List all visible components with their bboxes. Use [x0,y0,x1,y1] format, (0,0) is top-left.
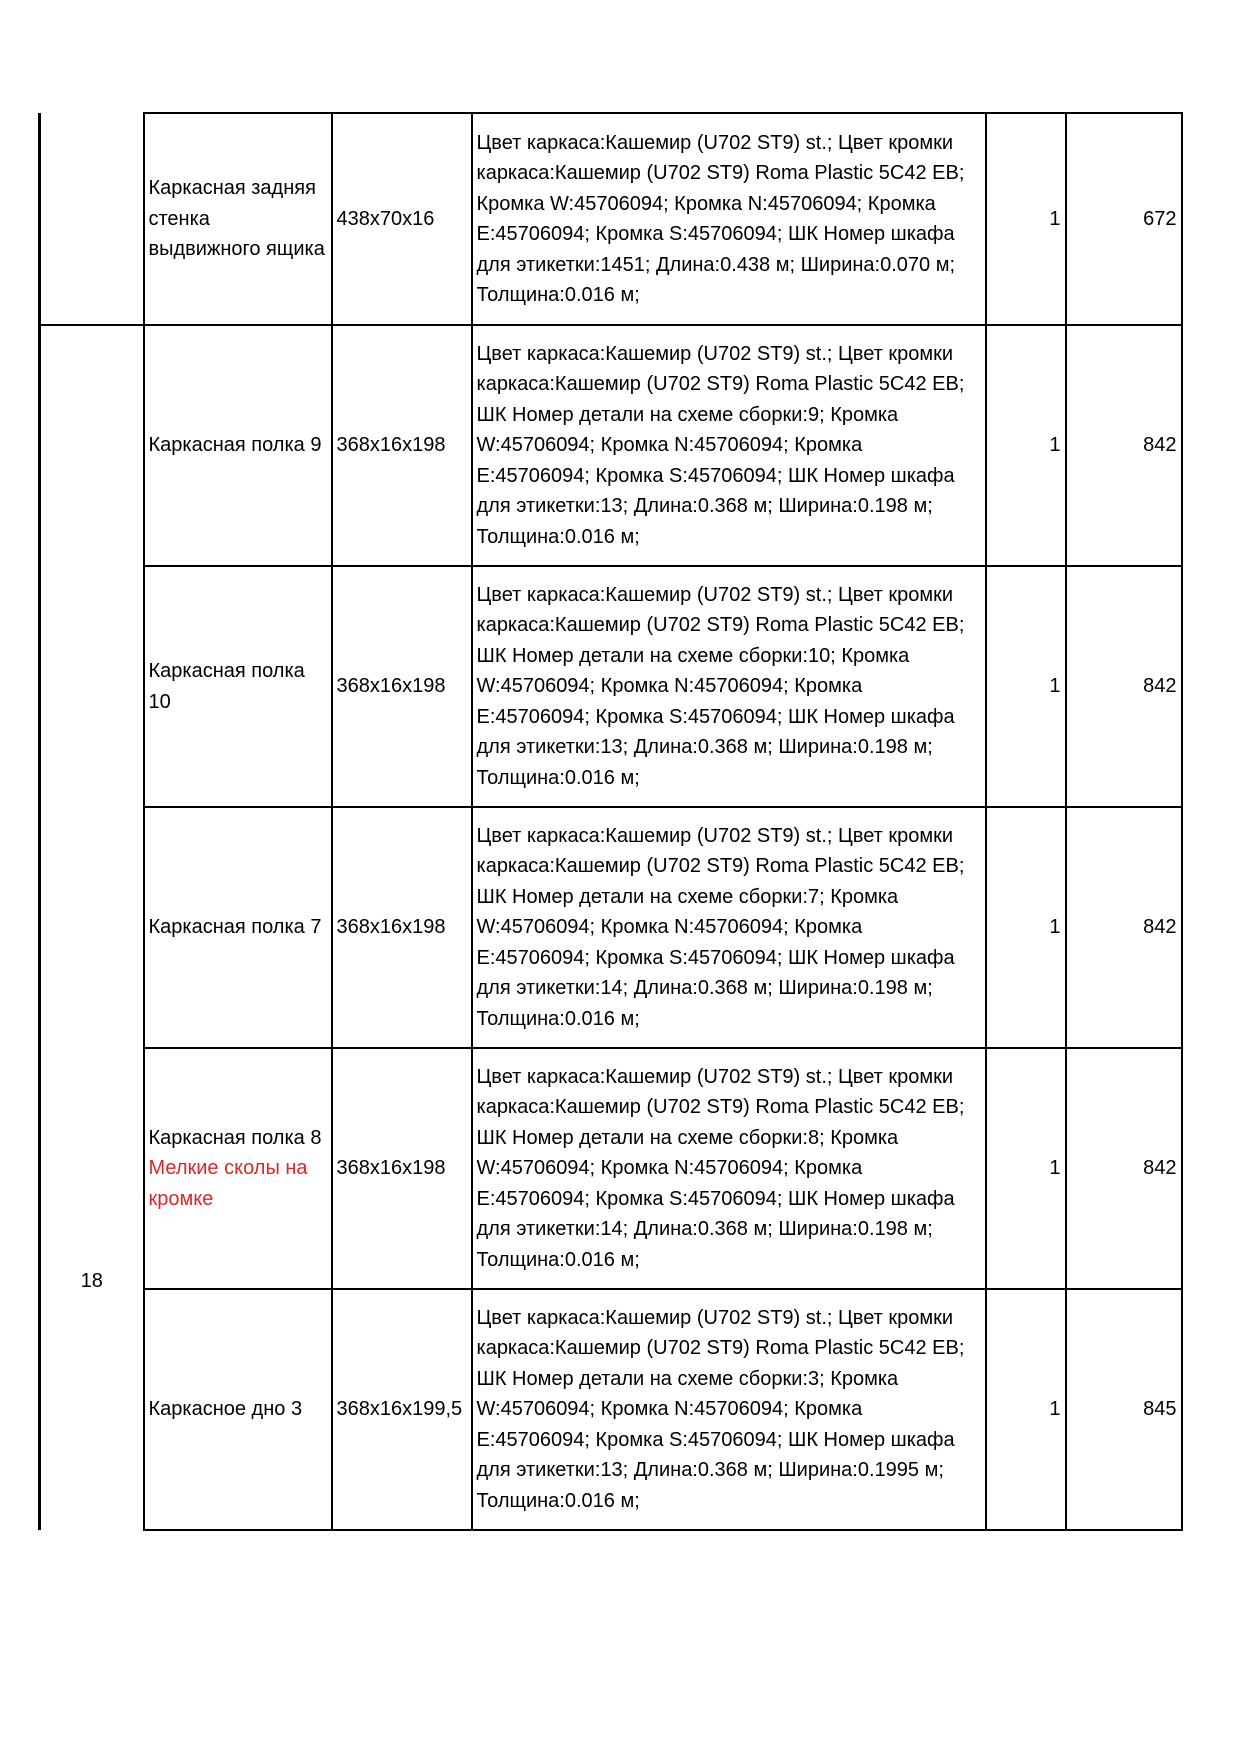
part-price: 842 [1066,807,1182,1048]
defect-note: Мелкие сколы на кромке [148,1157,308,1210]
part-description: Цвет каркаса:Кашемир (U702 ST9) st.; Цвет кромки каркаса:Кашемир (U702 ST9) Roma Plastic 5C42 EB; Кромка W:45706094; Кромка N:45706094; Кромка E:45706094; Кромка S:45706094; ШК Номер шкафа для этикетки:1451; Длина:0.438 м; Ширина:0.070 м; Толщина:0.016 м; [472,113,986,325]
part-name: Каркасная полка 8 [148,1126,322,1149]
part-size: 438x70x16 [332,113,472,325]
group-cell-empty [40,113,144,325]
part-size: 368x16x198 [332,1048,472,1289]
part-price: 842 [1066,566,1182,807]
table-row [40,113,1182,325]
part-size: 368x16x198 [332,566,472,807]
part-description: Цвет каркаса:Кашемир (U702 ST9) st.; Цвет кромки каркаса:Кашемир (U702 ST9) Roma Plastic 5C42 EB; ШК Номер детали на схеме сборки:10; Кромка W:45706094; Кромка N:45706094; Кромка E:45706094; Кромка S:45706094; ШК Номер шкафа для этикетки:13; Длина:0.368 м; Ширина:0.198 м; Толщина:0.016 м; [472,566,986,807]
part-description: Цвет каркаса:Кашемир (U702 ST9) st.; Цвет кромки каркаса:Кашемир (U702 ST9) Roma Plastic 5C42 EB; ШК Номер детали на схеме сборки:8; Кромка W:45706094; Кромка N:45706094; Кромка E:45706094; Кромка S:45706094; ШК Номер шкафа для этикетки:14; Длина:0.368 м; Ширина:0.198 м; Толщина:0.016 м; [472,1048,986,1289]
table-row [40,566,1182,807]
table-row [40,1048,1182,1289]
table-row [40,1289,1182,1530]
parts-table [38,112,1183,1531]
part-quantity: 1 [986,325,1066,566]
part-name: Каркасная полка 9 [144,325,332,566]
part-price: 842 [1066,325,1182,566]
part-description: Цвет каркаса:Кашемир (U702 ST9) st.; Цвет кромки каркаса:Кашемир (U702 ST9) Roma Plastic 5C42 EB; ШК Номер детали на схеме сборки:3; Кромка W:45706094; Кромка N:45706094; Кромка E:45706094; Кромка S:45706094; ШК Номер шкафа для этикетки:13; Длина:0.368 м; Ширина:0.1995 м; Толщина:0.016 м; [472,1289,986,1530]
part-size: 368x16x198 [332,807,472,1048]
part-price: 842 [1066,1048,1182,1289]
part-description: Цвет каркаса:Кашемир (U702 ST9) st.; Цвет кромки каркаса:Кашемир (U702 ST9) Roma Plastic 5C42 EB; ШК Номер детали на схеме сборки:9; Кромка W:45706094; Кромка N:45706094; Кромка E:45706094; Кромка S:45706094; ШК Номер шкафа для этикетки:13; Длина:0.368 м; Ширина:0.198 м; Толщина:0.016 м; [472,325,986,566]
part-name: Каркасная задняя стенка выдвижного ящика [144,113,332,325]
part-description: Цвет каркаса:Кашемир (U702 ST9) st.; Цвет кромки каркаса:Кашемир (U702 ST9) Roma Plastic 5C42 EB; ШК Номер детали на схеме сборки:7; Кромка W:45706094; Кромка N:45706094; Кромка E:45706094; Кромка S:45706094; ШК Номер шкафа для этикетки:14; Длина:0.368 м; Ширина:0.198 м; Толщина:0.016 м; [472,807,986,1048]
part-size: 368x16x199,5 [332,1289,472,1530]
table-row [40,807,1182,1048]
part-name-with-note [144,1048,332,1289]
part-quantity: 1 [986,113,1066,325]
part-size: 368x16x198 [332,325,472,566]
part-name: Каркасное дно 3 [144,1289,332,1530]
part-name: Каркасная полка 7 [144,807,332,1048]
group-number: 18 [40,325,144,1530]
part-price: 845 [1066,1289,1182,1530]
part-quantity: 1 [986,1289,1066,1530]
part-price: 672 [1066,113,1182,325]
part-quantity: 1 [986,807,1066,1048]
part-name: Каркасная полка 10 [144,566,332,807]
table-row [40,325,1182,566]
part-quantity: 1 [986,566,1066,807]
part-quantity: 1 [986,1048,1066,1289]
